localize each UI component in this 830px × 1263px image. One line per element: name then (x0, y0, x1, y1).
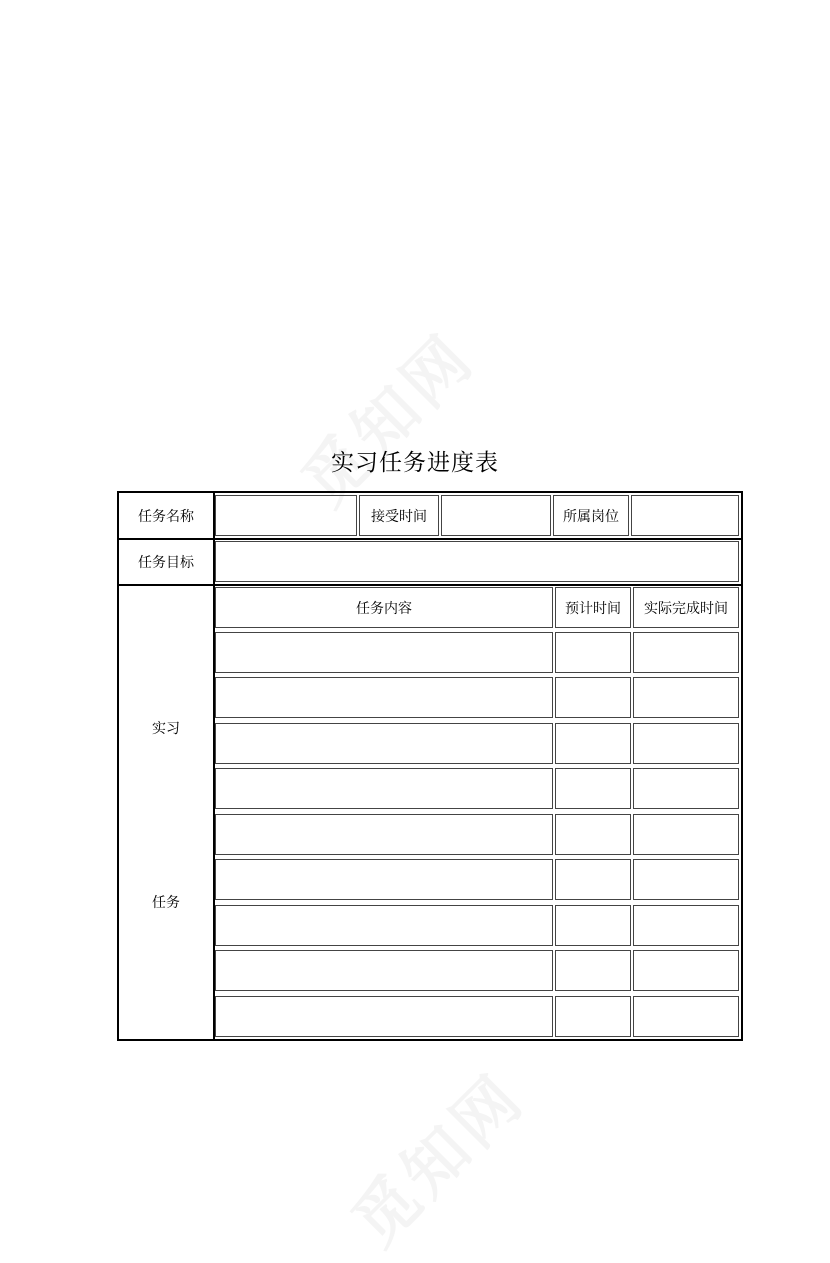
estimated-time-cell[interactable] (555, 632, 631, 673)
actual-time-cell[interactable] (633, 768, 739, 809)
estimated-time-cell[interactable] (555, 723, 631, 764)
actual-time-cell[interactable] (633, 814, 739, 855)
task-content-cell[interactable] (215, 950, 553, 991)
actual-time-cell[interactable] (633, 677, 739, 718)
estimated-time-cell[interactable] (555, 768, 631, 809)
page-title: 实习任务进度表 (331, 450, 499, 476)
header-actual-completion-time: 实际完成时间 (633, 587, 739, 628)
position-field[interactable] (631, 495, 739, 536)
accept-time-field[interactable] (441, 495, 551, 536)
task-goal-label: 任务目标 (138, 554, 194, 571)
estimated-time-cell[interactable] (555, 677, 631, 718)
actual-time-cell[interactable] (633, 859, 739, 900)
task-content-cell[interactable] (215, 905, 553, 946)
position-label: 所属岗位 (553, 495, 629, 536)
grid-line (119, 538, 741, 540)
actual-time-cell[interactable] (633, 632, 739, 673)
estimated-time-cell[interactable] (555, 950, 631, 991)
grid-line (119, 584, 741, 586)
estimated-time-cell[interactable] (555, 859, 631, 900)
task-goal-field[interactable] (215, 541, 739, 582)
task-content-cell[interactable] (215, 768, 553, 809)
actual-time-cell[interactable] (633, 950, 739, 991)
task-content-cell[interactable] (215, 859, 553, 900)
task-name-field[interactable] (215, 495, 357, 536)
actual-time-cell[interactable] (633, 905, 739, 946)
side-label-internship: 实习 (152, 721, 180, 737)
progress-table (117, 491, 743, 1041)
task-content-cell[interactable] (215, 632, 553, 673)
estimated-time-cell[interactable] (555, 905, 631, 946)
grid-line (213, 493, 215, 1039)
task-content-cell[interactable] (215, 723, 553, 764)
header-task-content: 任务内容 (215, 587, 553, 628)
actual-time-cell[interactable] (633, 723, 739, 764)
accept-time-label: 接受时间 (359, 495, 439, 536)
task-content-cell[interactable] (215, 996, 553, 1037)
estimated-time-cell[interactable] (555, 814, 631, 855)
side-label-task: 任务 (152, 895, 180, 911)
watermark (328, 1049, 542, 1263)
estimated-time-cell[interactable] (555, 996, 631, 1037)
task-content-cell[interactable] (215, 814, 553, 855)
task-content-cell[interactable] (215, 677, 553, 718)
actual-time-cell[interactable] (633, 996, 739, 1037)
header-estimated-time: 预计时间 (555, 587, 631, 628)
task-name-label: 任务名称 (138, 508, 194, 525)
